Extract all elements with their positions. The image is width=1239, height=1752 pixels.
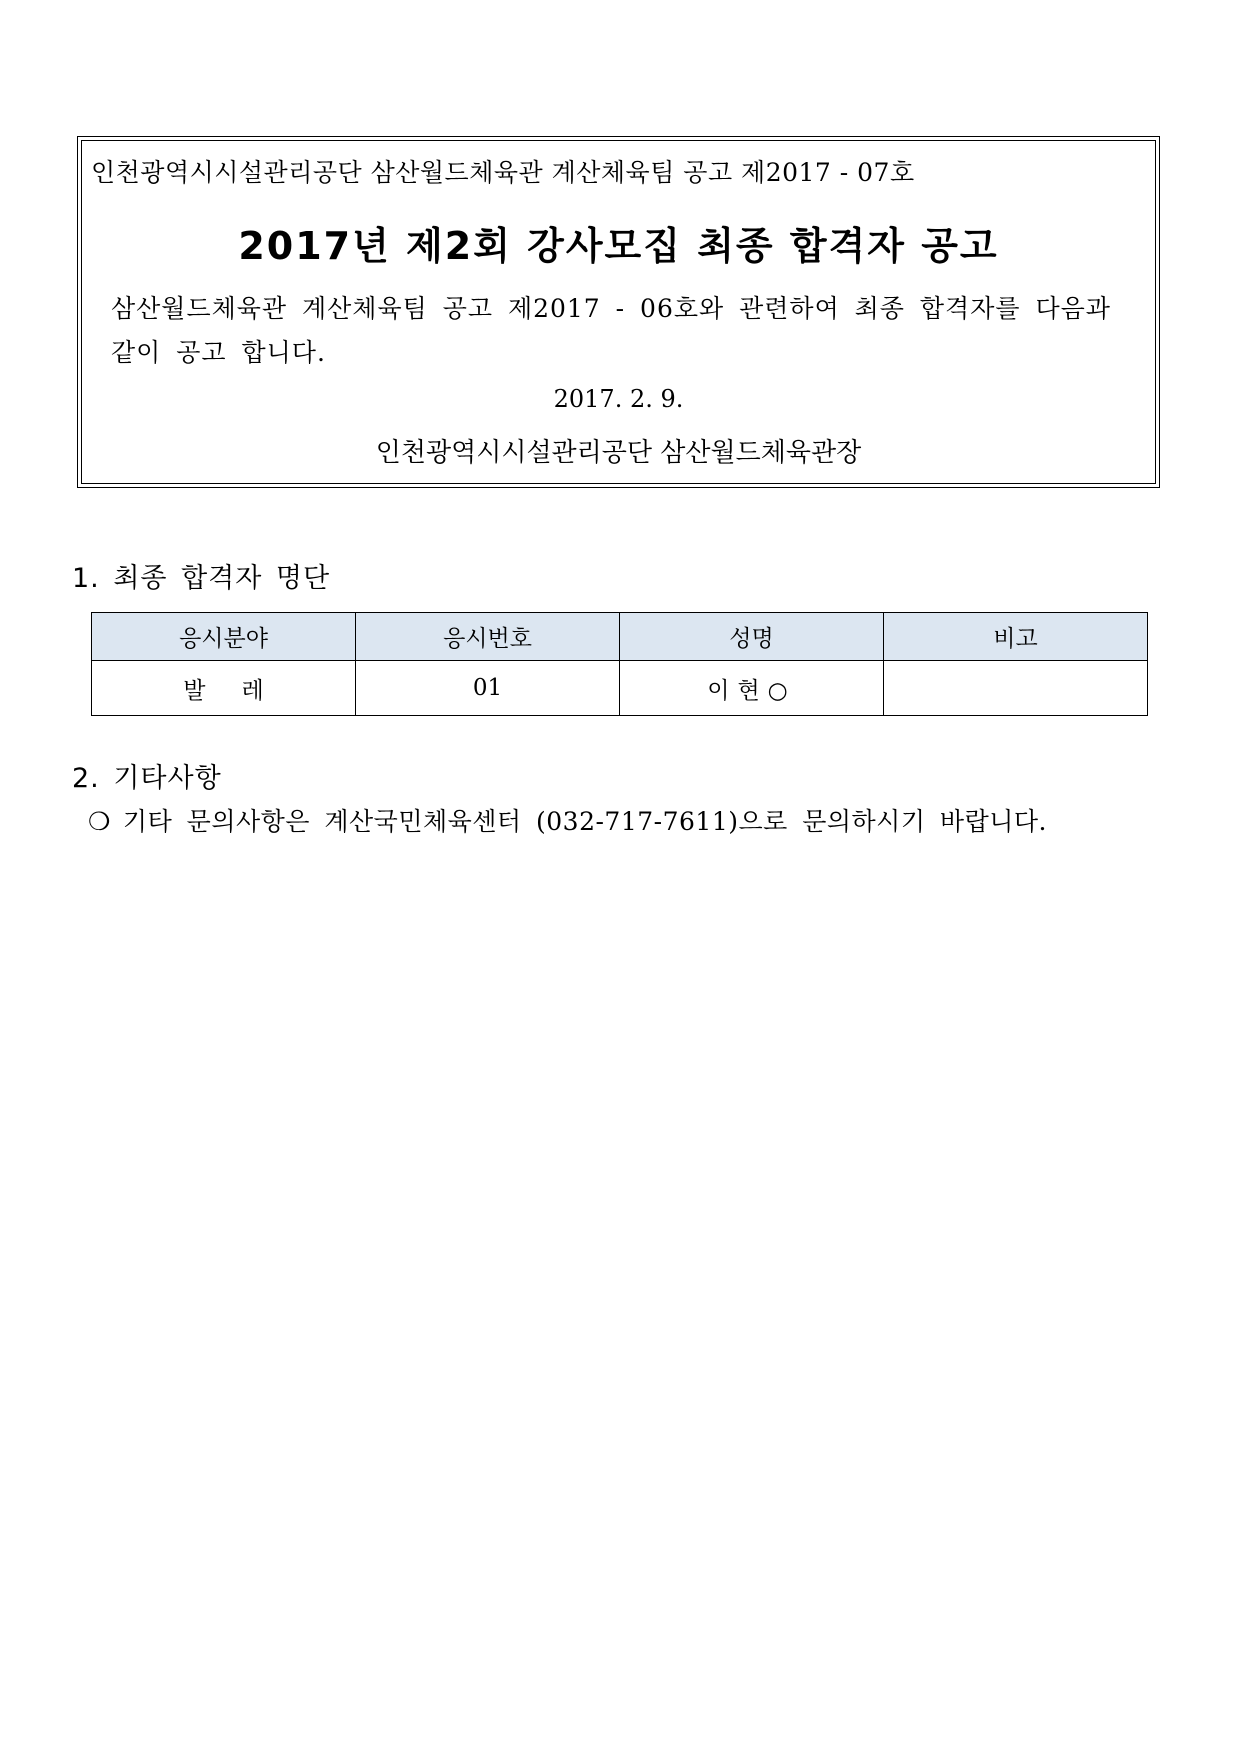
circle-bullet-icon: ❍ — [88, 807, 111, 836]
section2-heading: 2. 기타사항 — [72, 763, 222, 794]
cell-name — [620, 661, 884, 716]
notice-date: 2017. 2. 9. — [553, 385, 684, 413]
cell-field-text: 발레 — [183, 677, 300, 704]
cell-name-text: 이현○ — [707, 677, 796, 704]
notice-body — [111, 287, 1141, 375]
notice-number: 인천광역시시설관리공단 삼산월드체육관 계산체육팀 공고 제2017 - 07호 — [91, 158, 915, 187]
other-info-text: 기타 문의사항은 계산국민체육센터 (032-717-7611)으로 문의하시기 바랍니다. — [122, 807, 1047, 836]
cell-note — [884, 661, 1148, 716]
notice-title: 2017년 제2회 강사모집 최종 합격자 공고 — [238, 224, 999, 268]
col-header-number: 응시번호 — [356, 613, 620, 661]
cell-field — [92, 661, 356, 716]
section1-heading: 1. 최종 합격자 명단 — [72, 563, 331, 594]
cell-number: 01 — [356, 661, 620, 716]
table-row — [92, 661, 1148, 716]
col-header-name: 성명 — [620, 613, 884, 661]
notice-issuer: 인천광역시시설관리공단 삼산월드체육관장 — [375, 438, 862, 468]
table-header-row — [92, 613, 1148, 661]
results-table — [91, 612, 1148, 716]
col-header-field: 응시분야 — [92, 613, 356, 661]
notice-box — [77, 136, 1160, 488]
notice-body-line2: 같이 공고 합니다. — [111, 338, 326, 367]
col-header-note: 비고 — [884, 613, 1148, 661]
other-info-line — [88, 802, 1047, 838]
notice-body-line1: 삼산월드체육관 계산체육팀 공고 제2017 - 06호와 관련하여 최종 합격자를 다음과 — [111, 294, 1111, 323]
